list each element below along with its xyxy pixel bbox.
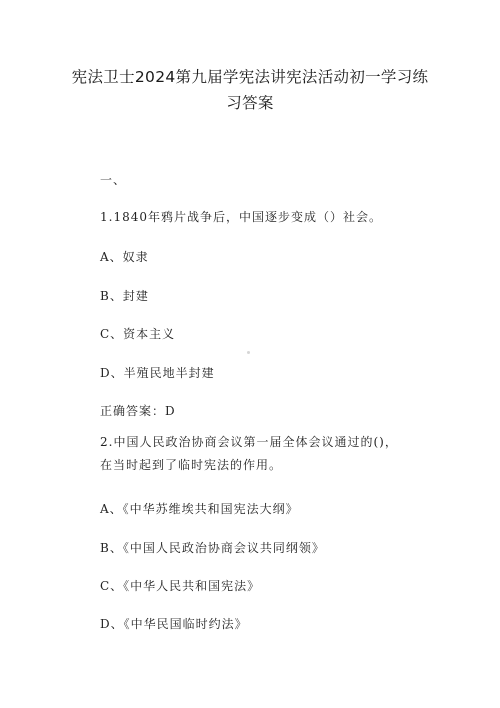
question-1-option-b: B、封建	[100, 289, 149, 303]
question-1-option-a: A、奴隶	[100, 250, 149, 264]
question-1-answer: 正确答案：D	[100, 404, 176, 418]
question-1-text: 1.1840年鸦片战争后，中国逐步变成（）社会。	[100, 210, 382, 224]
question-2-option-c: C、《中华人民共和国宪法》	[100, 579, 261, 593]
question-2-option-d: D、《中华民国临时约法》	[100, 617, 248, 631]
question-1-option-c: C、资本主义	[100, 327, 176, 341]
document-title: 宪法卫士2024第九届学宪法讲宪法活动初一学习练习答案	[71, 68, 429, 112]
question-1-option-d: D、半殖民地半封建	[100, 366, 215, 380]
center-mark-dot	[247, 351, 250, 354]
question-2-option-b: B、《中国人民政治协商会议共同纲领》	[100, 541, 325, 555]
question-2-text: 2.中国人民政治协商会议第一届全体会议通过的()，在当时起到了临时宪法的作用。	[100, 435, 398, 472]
section-heading: 一、	[100, 173, 127, 187]
question-2-option-a: A、《中华苏维埃共和国宪法大纲》	[100, 502, 299, 516]
